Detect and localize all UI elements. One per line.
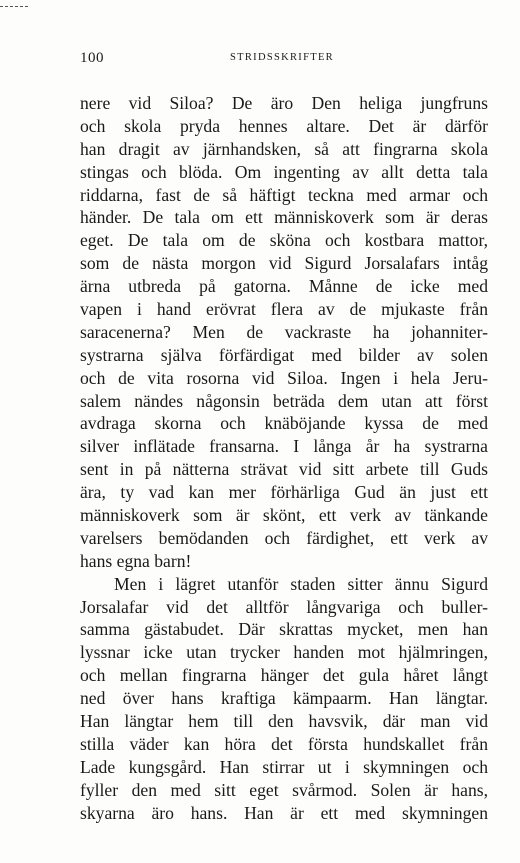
text-line: och skola pryda hennes altare. Det är därför [80,115,488,136]
text-line: lyssnar icke utan trycker handen mot hjälmringen, [80,642,488,663]
text-line: ned över hans kraftiga kämpaarm. Han längtar. [80,688,488,709]
text-line: silver inflätade fransarna. I långa år ha systrarna [80,436,488,457]
text-line: systrarna själva förfärdigat med bilder av solen [80,344,488,365]
text-line: samma gästabudet. Där skrattas mycket, men han [80,619,488,640]
text-line: stilla väder kan höra det första hundskallet från [80,733,488,754]
text-line: människoverk som är skönt, ett verk av tänkande [80,505,488,526]
text-line: varelsers bemödanden och färdighet, ett verk av [80,527,488,548]
text-line: avdraga skorna och knäböjande kyssa de med [80,413,488,434]
text-line: riddarna, fast de så häftigt teckna med armar och [80,184,488,205]
text-line: salem nändes någonsin beträda dem utan att först [80,390,488,411]
text-line: hans egna barn! [80,550,192,571]
text-line: stingas och blöda. Om ingenting av allt detta tala [80,161,488,182]
text-line: Lade kungsgård. Han stirrar ut i skymningen och [80,756,488,777]
text-line: saracenerna? Men de vackraste ha johanniter- [80,321,488,342]
text-line: sent in på nätterna strävat vid sitt arbete till Guds [80,459,488,480]
text-line: nere vid Siloa? De äro Den heliga jungfruns [80,93,488,113]
text-line: och mellan fingrarna hänger det gula håret långt [80,665,488,686]
text-line: händer. De tala om ett människoverk som är deras [80,207,488,228]
body-text [80,92,488,825]
text-line: vapen i hand erövrat flera av de mjukaste från [80,299,488,320]
text-line: fyller den med sitt eget svårmod. Solen är hans, [80,779,488,800]
text-line: Jorsalafar vid det alltför långvariga och buller- [80,596,488,617]
page-number: 100 [80,50,104,66]
text-line: han dragit av järnhandsken, så att fingrarna skola [80,138,488,159]
text-line: som de nästa morgon vid Sigurd Jorsalafars intåg [80,253,488,274]
text-line: skyarna äro hans. Han är ett med skymningen [80,802,488,823]
running-title: STRIDSSKRIFTER [230,52,334,63]
text-line: Han längtar hem till den havsvik, där man vid [80,711,488,732]
page-header [80,50,480,70]
text-line: Men i lägret utanför staden sitter ännu Sigurd [114,573,488,594]
text-line: och de vita rosorna vid Siloa. Ingen i hela Jeru- [80,367,488,388]
text-line: eget. De tala om de sköna och kostbara mattor, [80,230,488,251]
scan-edge-mark [0,6,28,7]
text-line: ärna utbreda på gatorna. Månne de icke med [80,276,488,297]
text-line: ära, ty vad kan mer förhärliga Gud än just ett [80,482,488,503]
